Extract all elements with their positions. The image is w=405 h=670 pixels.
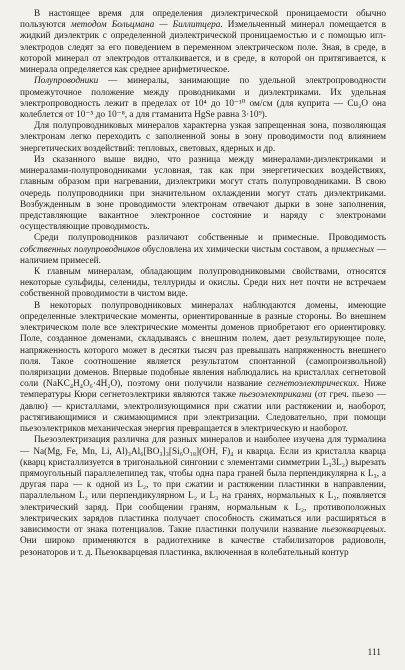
text-run: (от греч. пьезо — давлю) — кристаллами, электролизующимися при сжатии или растяжении и, наоборот, растягивающимися и сжимающимися при электризации. Следовательно, при помощи пьезоэлектриков механическая энергия превращается в электрическую и наоборот.: [20, 390, 387, 435]
page-number: 111: [367, 648, 381, 658]
text-run: Из сказанного выше видно, что разница между минералами-диэлектриками и минералами-полупроводниками условная, так как при энергетических воздействиях, главным образом при нагревании, диэлектрики могут стать полупроводниками. В свою очередь полупроводники при значительном охлаждении могут стать диэлектриками. Возбужденным в зоне проводимости электронам отвечают дырки в зоне заполнения, представляющие вакантное электронное состояние и наряду с электронами осуществляющие проводимость.: [20, 154, 386, 233]
italic-term: собственных полупроводников: [20, 244, 140, 255]
text-run: К главным минералам, обладающим полупроводниковыми свойствами, относятся некоторые сульфиды, селениды, теллуриды и окислы. Среди них нет почти не встречаем собственной проводимости в чистом виде.: [20, 267, 386, 300]
italic-term: примесных: [331, 244, 375, 255]
text-run: . Они широко применяются в радиотехнике в качестве стабилизаторов радиоволн, резонаторов и т. д. Пьезокварцевая пластинка, включенная в колебательный контур: [20, 525, 386, 558]
paragraph-dielectric-measurement: [20, 9, 386, 76]
italic-term: Полупроводники: [34, 76, 99, 87]
text-run: — наличием примесей.: [20, 244, 387, 266]
text-run: В настоящее время для определения диэлектрической проницаемости обычно пользуются: [20, 9, 386, 31]
text-run: Пьезоэлектризация различна для разных минералов и наиболее изучена для турмалина — Na(Mg, Fe, Mn, Li, Al)₃Al₆[BO₃]₃[Si₆O₁₈](OH, F)₄ и кварца. Если из кристалла кварца (кварц кристаллизуется в тригональной сингонии с элементами симметрии L₃3L₂) вырезать прямоугольный параллелепипед так, чтобы одна пара граней была перпендикулярна к L₃, а другая пара — к одной из L₂, то при сжатии и растяжении пластинки в направлении, параллельном L₂ или перпендикулярном L₂ и L₃ на гранях, нормальных к L₂, появляется электрический заряд. При сообщении граням, нормальным к L₂, противоположных электрических зарядов пластинка получает способность сжиматься или расширяться в зависимости от знака потенциалов. Такие пластинки получили название: [20, 435, 386, 536]
text-run: В некоторых полупроводниковых минералах наблюдаются домены, имеющие определенные электрические моменты, ориентированные в разные стороны. Во внешнем электрическом поле все электрические моменты доменов приобретают его ориентировку. Поле, созданное доменами, складываясь с внешним полем, дает результирующее поле, напряженность которого может в десятки тысяч раз превышать напряженность внешнего поля. Такое соотношение является результатом спонтанной (самопроизвольной) поляризации доменов. Впервые подобные явления наблюдались на кристаллах сегнетовой соли (NaKC₄H₄O₆·4H₂O), поэтому они получили название: [20, 300, 386, 390]
paragraph-dielectric-vs-semiconductor: [20, 155, 386, 234]
paragraph-semiconductors-definition: [20, 76, 386, 121]
text-run: — минералы, занимающие по удельной электропроводности промежуточное положение между проводниками и диэлектриками. Их удельная электропроводность лежит в пределах от 10⁴ до 10⁻¹⁰ ом/см (для куприта — Cu₂O она колеблется от 10⁻⁵ до 10⁻⁸, а для гтаманита HgSe равна 3·10⁹).: [20, 76, 386, 120]
italic-term: сегнетоэлектрических: [267, 379, 357, 390]
text-run: обусловлена их химически чистым составом, а: [139, 244, 332, 255]
paragraph-domains-ferroelectrics: [20, 301, 386, 436]
text-run: Среди полупроводников различают собственные и примесные. Проводимость: [34, 233, 386, 244]
italic-term: пьезоэлектриками: [239, 390, 312, 401]
text-run: . Ниже температуры Кюри сегнетоэлектрики являются также: [20, 379, 386, 401]
body-text: [20, 9, 386, 559]
paragraph-intrinsic-extrinsic: [20, 233, 386, 267]
text-run: Для полупроводниковых минералов характерна узкая запрещенная зона, позволяющая электронам легко переходить с заполненной зоны в зону проводимости под влиянием энергетических воздействий: тепловых, световых, ядерных и др.: [20, 121, 386, 154]
italic-term: методом Больцмана — Биллитцера: [70, 20, 221, 31]
italic-term: пьезокварцевых: [321, 525, 384, 536]
text-run: . Измельченный минерал помещается в жидкий диэлектрик с определенной диэлектрической проницаемостью и с помощью игл-электродов следят за его поведением в переменном электрическом поле. Зная, в среде, в которой минерал от электродов отталкивается, и в среде, в которой он притягивается, к минерала определяется как среднее арифметическое.: [20, 20, 387, 76]
paragraph-forbidden-zone: [20, 121, 386, 155]
paragraph-piezoelectrization: [20, 435, 386, 558]
paragraph-main-minerals: [20, 267, 386, 301]
